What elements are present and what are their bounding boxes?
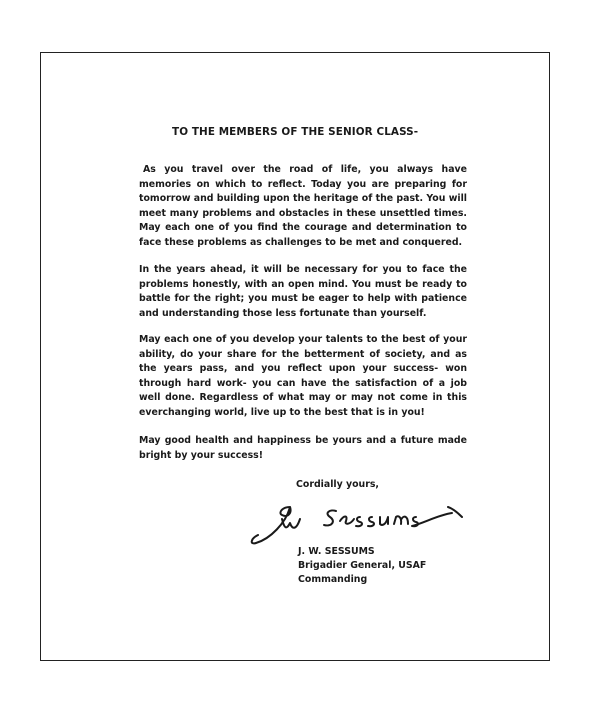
letter-paragraph-1: As you travel over the road of life, you always have memories on which to reflect. Today you are preparing for tomorrow and building upon the heritage of the past. You will meet many problems and obstacles in these unsettled times. May each one of you find the courage and determination to face these problems as challenges to be met and conquered. xyxy=(139,164,467,248)
signer-role: Commanding xyxy=(298,574,368,586)
handwritten-signature xyxy=(248,493,478,551)
salutation-heading: TO THE MEMBERS OF THE SENIOR CLASS- xyxy=(172,126,419,138)
signer-rank: Brigadier General, USAF xyxy=(298,560,427,572)
signer-name: J. W. SESSUMS xyxy=(298,546,375,557)
letter-paragraph-3: May each one of you develop your talents to the best of your ability, do your share for the betterment of society, and as the years pass, and you reflect upon your success- won through hard work- you can have the satisfaction of a job well done. Regardless of what may or may not come in this everchanging world, live up to the best that is in you! xyxy=(139,334,467,418)
letter-paragraph-2: In the years ahead, it will be necessary for you to face the problems honestly, with an open mind. You must be ready to battle for the right; you must be eager to help with patience and understanding those less fortunate than yourself. xyxy=(139,264,467,319)
letter-paragraph-4: May good health and happiness be yours and a future made bright by your success! xyxy=(139,435,467,461)
signature-block xyxy=(298,545,426,588)
complimentary-closing: Cordially yours, xyxy=(296,479,379,490)
